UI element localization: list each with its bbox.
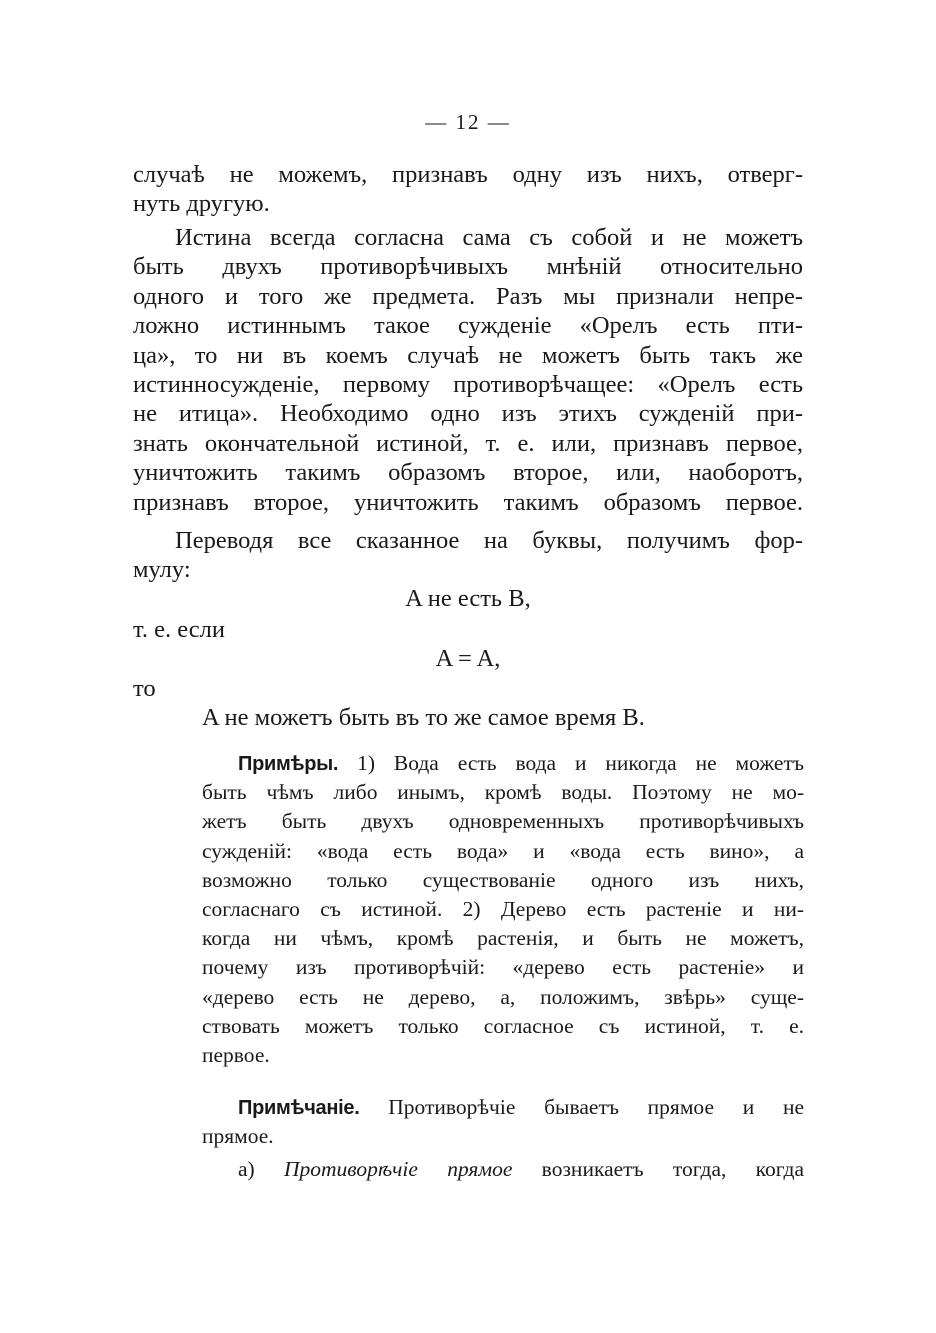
text-line (202, 1093, 804, 1122)
text-line: мулу: (133, 556, 191, 584)
text-line: уничтожить такимъ образомъ второе, или, наоборотъ, (133, 459, 803, 487)
note-item-a-prefix: а) (238, 1157, 284, 1182)
text-line: возможно только существованіе одного изъ нихъ, (202, 867, 804, 892)
text-line: ствовать можетъ только согласное съ истиной, т. е. (202, 1013, 804, 1038)
text-line: знать окончательной истиной, т. е. или, признавъ первое, (133, 429, 803, 457)
note-section (202, 1093, 804, 1185)
text-line: жетъ быть двухъ одновременныхъ противорѣчивыхъ (202, 809, 804, 834)
text-line: признавъ второе, уничтожить такимъ образомъ первое. (133, 488, 803, 516)
text-line: «дерево есть не дерево, а, положимъ, звѣрь» суще- (202, 984, 804, 1009)
text-line: первое. (202, 1042, 270, 1067)
note-item-a-term: Противорѣчіе прямое (283, 1157, 513, 1182)
examples-lead: Примѣры. (238, 753, 339, 775)
formula-line-1: A не есть B, (405, 585, 531, 612)
text-line: быть двухъ противорѣчивыхъ мнѣній относительно (133, 253, 803, 281)
text-line: почему изъ противорѣчій: «дерево есть растеніе» и (202, 955, 804, 980)
paragraph-3 (133, 526, 803, 585)
text-line: быть чѣмъ либо инымъ, кромѣ воды. Поэтому не мо- (202, 780, 804, 805)
examples-section (202, 749, 804, 1070)
text-line: нуть другую. (133, 190, 270, 218)
text-line: согласнаго съ истиной. 2) Дерево есть растеніе и ни- (202, 896, 804, 921)
note-lead: Примѣчаніе. (238, 1097, 360, 1119)
formula-line-3: A не можетъ быть въ то же самое время B. (202, 704, 645, 731)
text-line: истинносужденіе, первому противорѣчащее: «Орелъ есть (133, 370, 803, 398)
paragraph-2 (133, 223, 803, 517)
text-line: Переводя все сказанное на буквы, получимъ фор- (175, 527, 803, 554)
page-number: — 12 — (425, 110, 511, 134)
note-first-line: Противорѣчіе бываетъ прямое и не (359, 1095, 804, 1119)
text-line: сужденій: «вода есть вода» и «вода есть вино», а (202, 838, 804, 863)
text-line: случаѣ не можемъ, признавъ одну изъ нихъ, отверг- (133, 161, 803, 188)
text-line (202, 1155, 804, 1184)
note-item-a-rest: возникаетъ тогда, когда (512, 1157, 804, 1182)
text-line: ложно истиннымъ такое сужденіе «Орелъ есть пти- (133, 312, 803, 340)
formula-then-label: то (133, 675, 156, 702)
text-line: ца», то ни въ коемъ случаѣ не можетъ быть такъ же (133, 341, 803, 369)
formula-line-2: A = A, (435, 645, 501, 672)
formula-if-label: т. е. если (133, 616, 225, 643)
text-line: Истина всегда согласна сама съ собой и не можетъ (175, 224, 803, 251)
text-line: не итица». Необходимо одно изъ этихъ сужденій при- (133, 400, 803, 428)
examples-first-line: 1) Вода есть вода и никогда не можетъ (338, 751, 804, 775)
text-line: прямое. (202, 1124, 274, 1149)
text-line: когда ни чѣмъ, кромѣ растенія, и быть не можетъ, (202, 926, 804, 951)
text-line (202, 749, 804, 778)
text-line: одного и того же предмета. Разъ мы признали непре- (133, 282, 803, 310)
paragraph-1 (133, 160, 803, 219)
